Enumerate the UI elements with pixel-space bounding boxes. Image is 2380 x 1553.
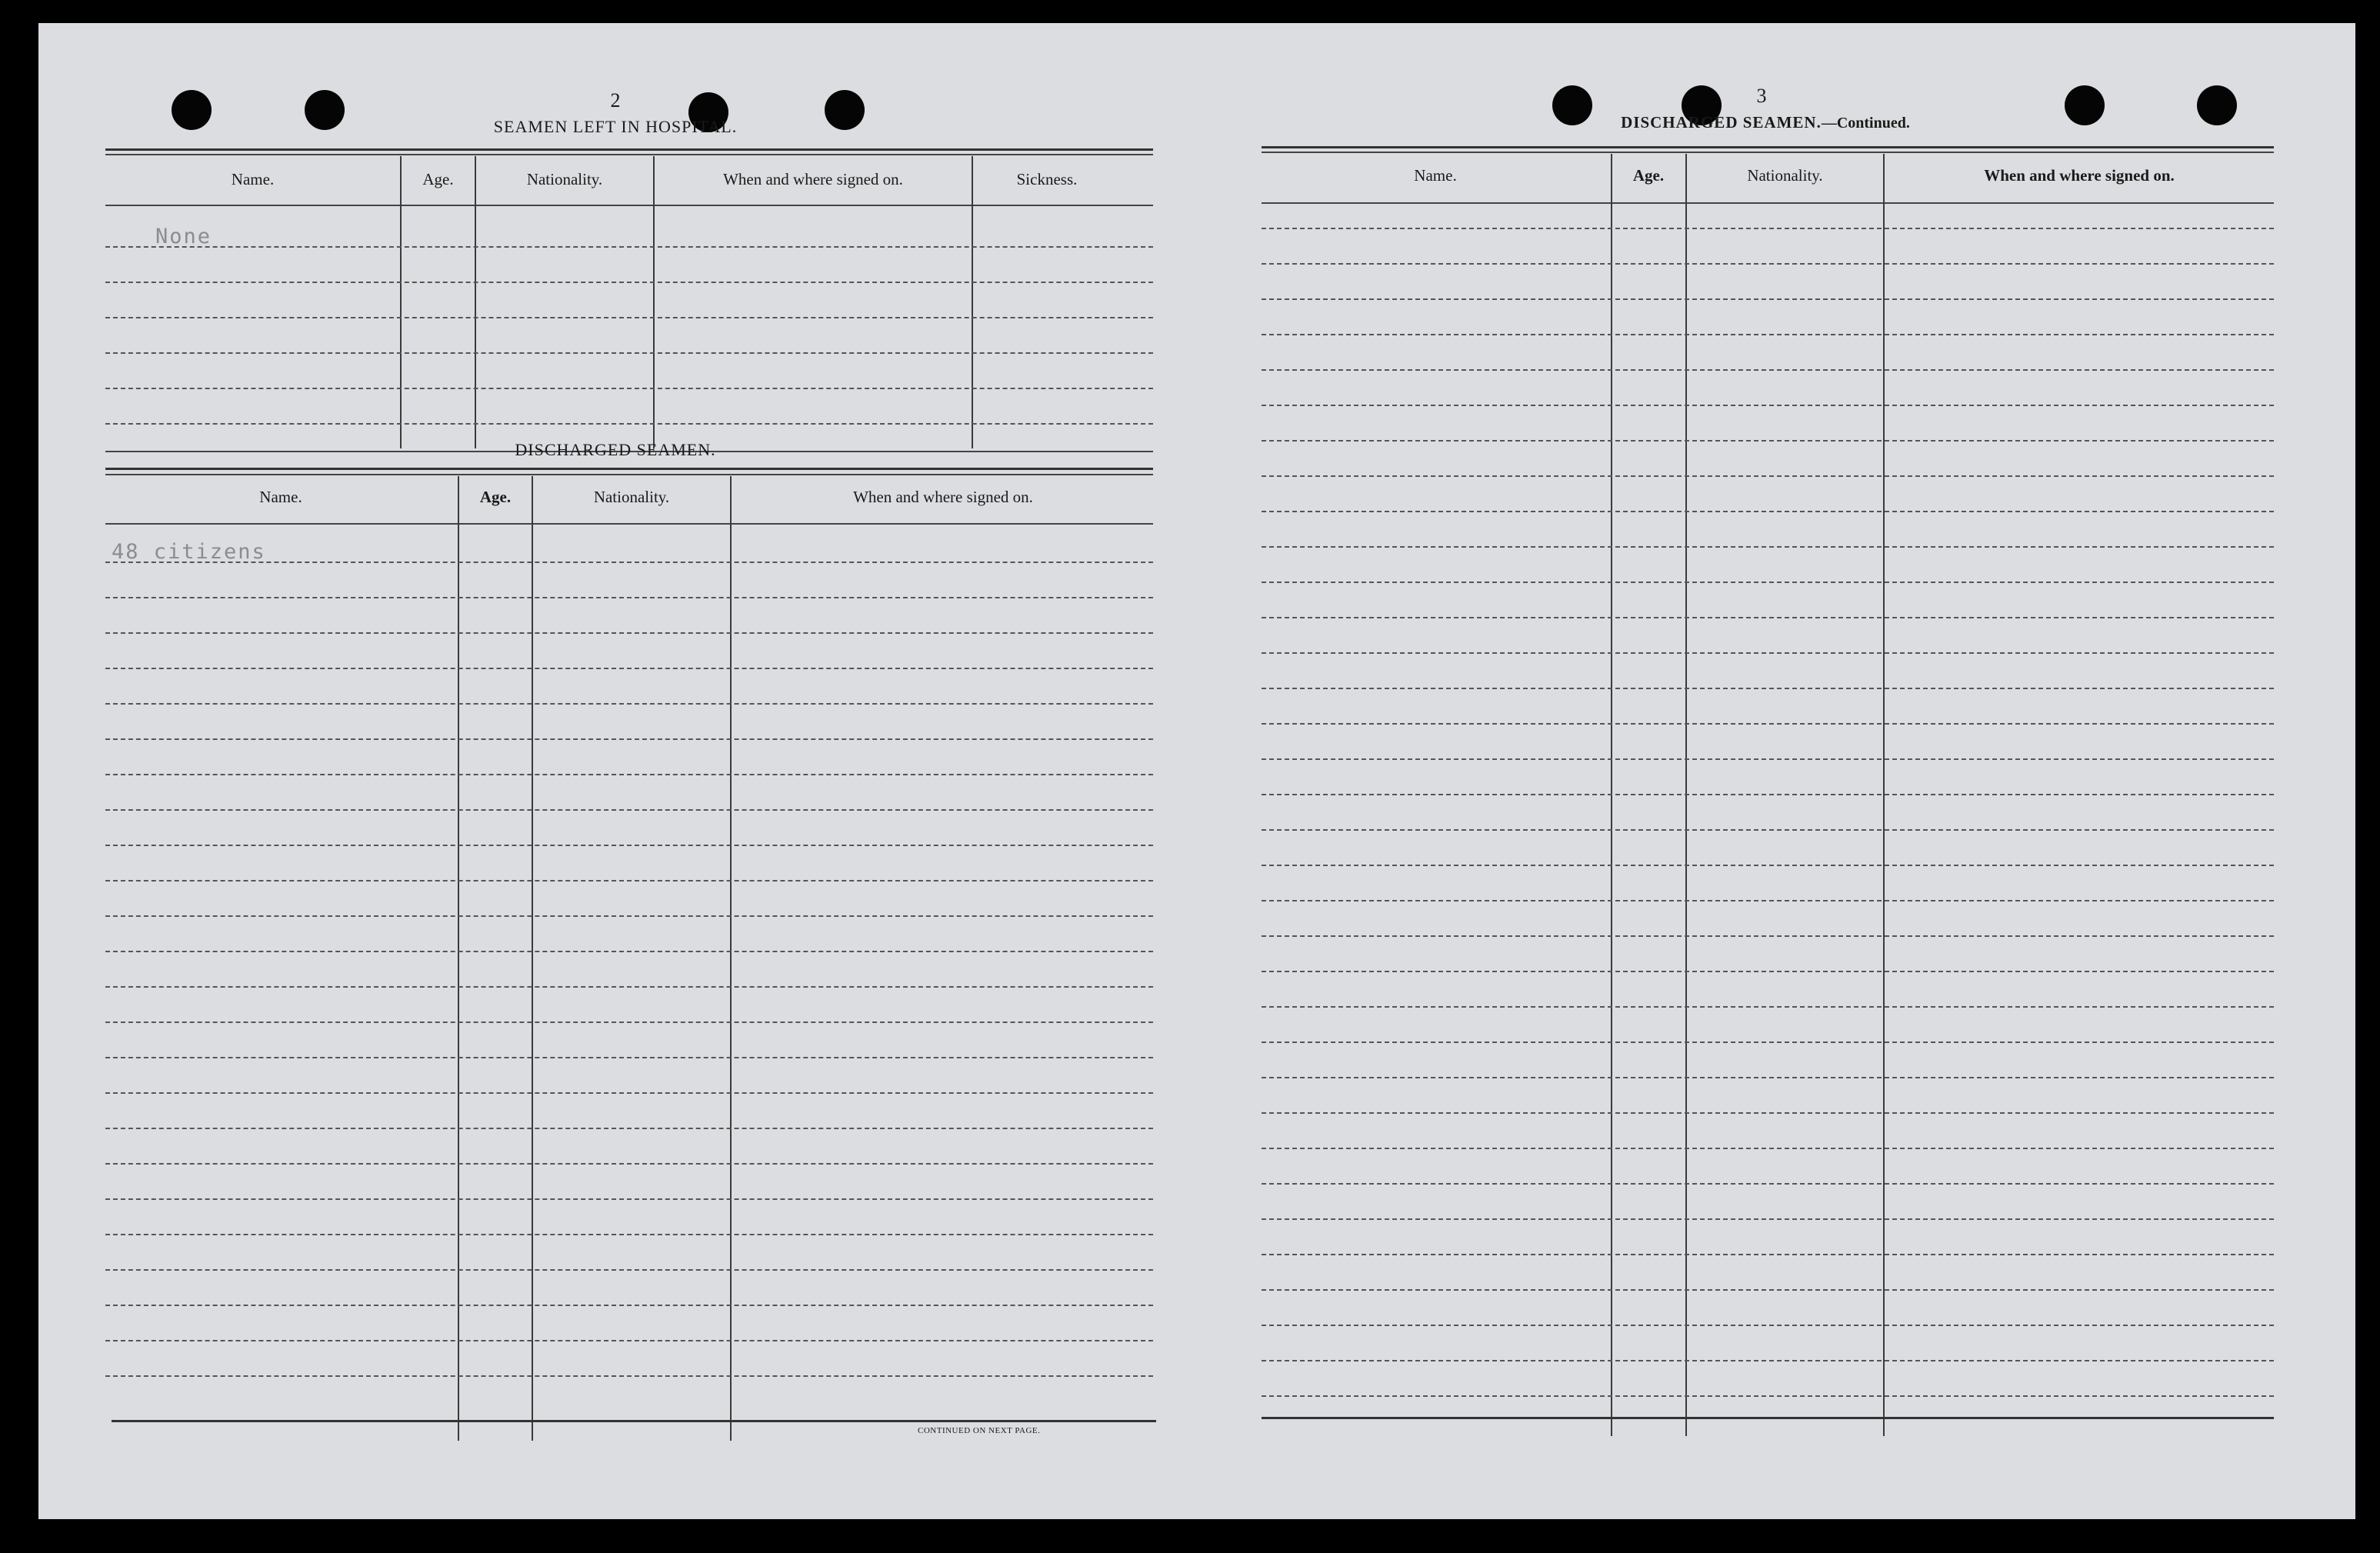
discharged-top-rule bbox=[105, 468, 1153, 470]
hospital-top-rule-2 bbox=[105, 154, 1153, 155]
ruled-line bbox=[1262, 369, 2274, 371]
ruled-line bbox=[1262, 1183, 2274, 1185]
discharged-bottom-rule bbox=[112, 1420, 1156, 1422]
discharged-continued-title bbox=[1565, 113, 1965, 132]
col-head-signed-on: When and where signed on. bbox=[723, 170, 903, 188]
ruled-line bbox=[1262, 1325, 2274, 1326]
continued-label: —Continued. bbox=[1821, 115, 1910, 132]
col-head-age: Age. bbox=[479, 488, 512, 506]
ruled-line bbox=[1262, 1112, 2274, 1114]
ruled-line bbox=[105, 738, 1153, 740]
ruled-line bbox=[1262, 971, 2274, 972]
ruled-line bbox=[105, 774, 1153, 775]
ruled-line bbox=[1262, 935, 2274, 937]
punch-hole bbox=[2197, 85, 2237, 125]
ruled-line bbox=[105, 986, 1153, 988]
col-head-name: Name. bbox=[259, 488, 302, 506]
ruled-line bbox=[1262, 617, 2274, 618]
ruled-line bbox=[105, 1092, 1153, 1094]
discharged-section-title: DISCHARGED SEAMEN. bbox=[515, 440, 716, 459]
punch-hole bbox=[2065, 85, 2105, 125]
ruled-line bbox=[105, 915, 1153, 917]
ruled-line bbox=[1262, 1006, 2274, 1008]
ruled-line bbox=[1262, 758, 2274, 760]
ruled-line bbox=[105, 1128, 1153, 1129]
ruled-line bbox=[1262, 1041, 2274, 1043]
ruled-line bbox=[1262, 1360, 2274, 1361]
punch-hole bbox=[825, 90, 865, 130]
continued-note: CONTINUED ON NEXT PAGE. bbox=[918, 1426, 1041, 1435]
col-head-nationality: Nationality. bbox=[526, 170, 603, 188]
hospital-header-rule bbox=[105, 205, 1153, 206]
ruled-line bbox=[105, 352, 1153, 354]
ruled-line bbox=[1262, 1289, 2274, 1291]
column-divider bbox=[730, 476, 732, 1441]
discharged-entry-handwriting: 48 citizens bbox=[112, 540, 266, 564]
right-bottom-rule bbox=[1262, 1417, 2274, 1419]
ruled-line bbox=[105, 845, 1153, 846]
page-number-right: 3 bbox=[1756, 85, 1767, 107]
ruled-line bbox=[1262, 228, 2274, 229]
ruled-line bbox=[105, 951, 1153, 952]
ruled-line bbox=[1262, 652, 2274, 654]
ruled-line bbox=[105, 809, 1153, 811]
ruled-line bbox=[1262, 298, 2274, 300]
ruled-line bbox=[105, 1375, 1153, 1377]
ruled-line bbox=[1262, 1254, 2274, 1255]
ruled-line bbox=[1262, 475, 2274, 477]
ruled-line bbox=[1262, 511, 2274, 512]
ruled-line bbox=[1262, 263, 2274, 265]
discharged-top-rule-2 bbox=[105, 474, 1153, 475]
col-head-signed-on: When and where signed on. bbox=[1984, 166, 2175, 185]
ruled-line bbox=[105, 703, 1153, 705]
ruled-line bbox=[1262, 546, 2274, 548]
ruled-line bbox=[105, 1305, 1153, 1306]
ruled-line bbox=[1262, 1395, 2274, 1397]
col-head-name: Name. bbox=[231, 170, 275, 188]
ruled-line bbox=[1262, 334, 2274, 335]
ruled-line bbox=[105, 1340, 1153, 1341]
ruled-line bbox=[1262, 865, 2274, 866]
col-head-nationality: Nationality. bbox=[1747, 166, 1823, 185]
ruled-line bbox=[105, 1198, 1153, 1200]
document-sheet bbox=[38, 23, 2355, 1519]
ruled-line bbox=[1262, 1148, 2274, 1149]
ruled-line bbox=[105, 423, 1153, 425]
ruled-line bbox=[105, 282, 1153, 283]
col-head-sickness: Sickness. bbox=[1016, 170, 1078, 188]
col-head-signed-on: When and where signed on. bbox=[853, 488, 1033, 506]
ruled-line bbox=[1262, 829, 2274, 831]
col-head-age: Age. bbox=[422, 170, 454, 188]
column-divider bbox=[475, 156, 476, 448]
ruled-line bbox=[1262, 440, 2274, 442]
page-number-left: 2 bbox=[610, 89, 621, 112]
hospital-entry-handwriting: None bbox=[155, 225, 212, 248]
ruled-line bbox=[1262, 405, 2274, 406]
ruled-line bbox=[105, 317, 1153, 318]
ruled-line bbox=[1262, 723, 2274, 725]
column-divider bbox=[400, 156, 402, 448]
discharged-continued-title-main: DISCHARGED SEAMEN. bbox=[1621, 113, 1822, 132]
ruled-line bbox=[1262, 1218, 2274, 1220]
ruled-line bbox=[1262, 900, 2274, 901]
ruled-line bbox=[1262, 582, 2274, 583]
right-header-rule bbox=[1262, 202, 2274, 204]
hospital-top-rule bbox=[105, 148, 1153, 151]
ruled-line bbox=[105, 1234, 1153, 1235]
ruled-line bbox=[105, 1163, 1153, 1165]
discharged-header-rule bbox=[105, 523, 1153, 525]
ruled-line bbox=[105, 632, 1153, 634]
column-divider bbox=[458, 476, 459, 1441]
column-divider bbox=[532, 476, 533, 1441]
right-top-rule-2 bbox=[1262, 152, 2274, 153]
right-top-rule bbox=[1262, 146, 2274, 148]
ruled-line bbox=[105, 246, 1153, 248]
ruled-line bbox=[105, 388, 1153, 389]
punch-hole bbox=[305, 90, 345, 130]
ruled-line bbox=[1262, 688, 2274, 689]
col-head-nationality: Nationality. bbox=[593, 488, 670, 506]
col-head-name: Name. bbox=[1414, 166, 1457, 185]
ruled-line bbox=[105, 1269, 1153, 1271]
column-divider bbox=[653, 156, 655, 448]
col-head-age: Age. bbox=[1632, 166, 1665, 185]
ruled-line bbox=[1262, 1077, 2274, 1078]
ruled-line bbox=[105, 668, 1153, 669]
punch-hole bbox=[172, 90, 212, 130]
ruled-line bbox=[105, 597, 1153, 598]
ruled-line bbox=[105, 1057, 1153, 1058]
column-divider bbox=[972, 156, 973, 448]
hospital-section-title: SEAMEN LEFT IN HOSPITAL. bbox=[493, 117, 738, 136]
ruled-line bbox=[105, 1021, 1153, 1023]
ruled-line bbox=[105, 880, 1153, 881]
ruled-line bbox=[1262, 794, 2274, 795]
